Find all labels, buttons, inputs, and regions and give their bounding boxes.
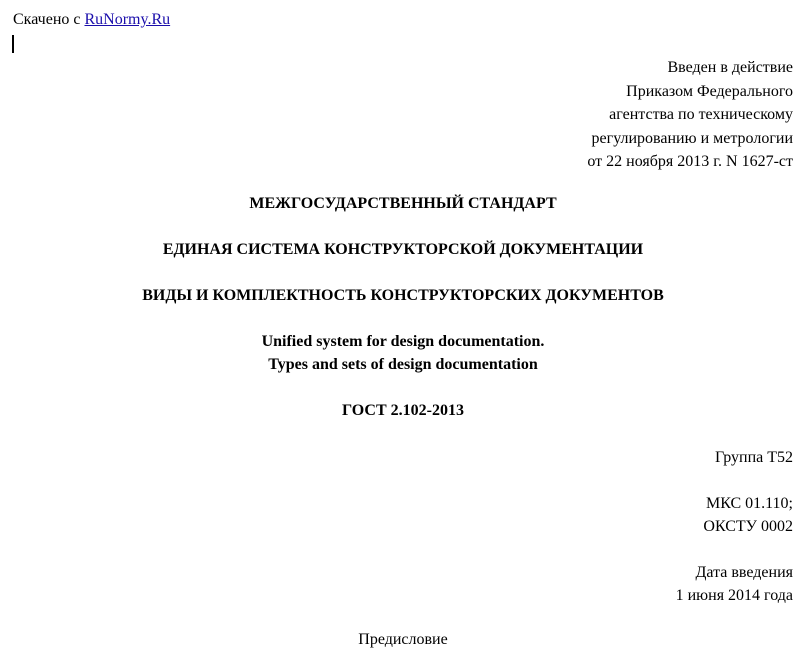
introduction-date-block bbox=[676, 561, 793, 607]
okstu-code: ОКСТУ 0002 bbox=[703, 518, 793, 535]
enactment-line: агентства по техническому bbox=[609, 106, 793, 123]
preface-heading: Предисловие bbox=[358, 631, 448, 648]
standard-type-heading: МЕЖГОСУДАРСТВЕННЫЙ СТАНДАРТ bbox=[249, 195, 557, 212]
group-code: Группа Т52 bbox=[714, 449, 793, 466]
text-cursor bbox=[12, 35, 14, 53]
source-line bbox=[13, 9, 170, 31]
enactment-line: Приказом Федерального bbox=[626, 82, 793, 100]
enactment-block bbox=[587, 56, 793, 174]
system-heading: ЕДИНАЯ СИСТЕМА КОНСТРУКТОРСКОЙ ДОКУМЕНТАЦИИ bbox=[162, 241, 644, 258]
classification-codes bbox=[703, 492, 793, 538]
english-title bbox=[0, 330, 799, 376]
subject-heading: ВИДЫ И КОМПЛЕКТНОСТЬ КОНСТРУКТОРСКИХ ДОКУМЕНТОВ bbox=[142, 287, 664, 304]
english-title-line: Unified system for design documentation. bbox=[261, 333, 545, 350]
source-link[interactable]: RuNormy.Ru bbox=[84, 11, 171, 28]
source-prefix: Скачено с bbox=[13, 11, 85, 28]
english-title-line: Types and sets of design documentation bbox=[268, 356, 538, 373]
enactment-line: регулированию и метрологии bbox=[591, 129, 793, 147]
enactment-line: Введен в действие bbox=[667, 59, 793, 76]
introduction-date: 1 июня 2014 года bbox=[675, 587, 793, 604]
introduction-label: Дата введения bbox=[695, 564, 793, 581]
enactment-line: от 22 ноября 2013 г. N 1627-ст bbox=[587, 153, 793, 170]
gost-designation: ГОСТ 2.102-2013 bbox=[342, 402, 464, 419]
mks-code: МКС 01.110; bbox=[705, 495, 793, 512]
